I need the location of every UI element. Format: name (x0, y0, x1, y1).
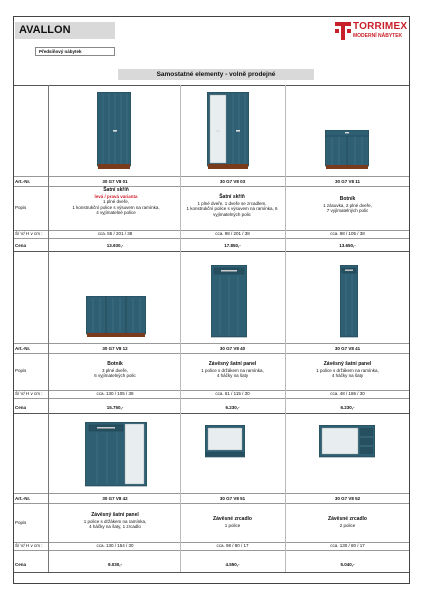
item-price: 5.040,- (340, 562, 355, 567)
label-art: Art.-Nr. (15, 496, 31, 501)
item-description (295, 517, 400, 528)
rule (14, 238, 409, 239)
wall-mirror-1shelf-image (205, 425, 245, 459)
item-size: cca. 98 / 80 / 17 (216, 543, 249, 548)
item-size: cca. 61 / 115 / 30 (215, 391, 250, 396)
label-price: Cena (15, 405, 27, 410)
label-size: Š/ V/ H v cm : (15, 543, 43, 548)
item-desc: 1 police s držákem na ramínka, 4 háčky na šaty (201, 367, 264, 378)
logo-mark-icon (335, 20, 351, 42)
item-price: 6.230,- (225, 405, 240, 410)
brand-title: AVALLON (15, 22, 115, 39)
item-price: 6.230,- (340, 405, 355, 410)
rule (14, 550, 409, 551)
rule (14, 176, 409, 177)
rule (14, 572, 409, 573)
label-popis: Popis (15, 205, 27, 210)
torrimex-logo (335, 20, 410, 44)
item-name: Závěsné zrcadlo (213, 516, 252, 522)
item-description (180, 362, 285, 379)
rule (14, 353, 409, 354)
item-name: Botník (339, 196, 356, 202)
label-price: Cena (15, 243, 27, 248)
item-name: Závěsný šatní panel (323, 361, 372, 367)
item-size: cca. 98 / 201 / 38 (215, 231, 250, 236)
item-size: cca. 130 / 80 / 17 (330, 543, 365, 548)
rule (14, 413, 409, 414)
wall-panel-wide-image (211, 265, 247, 339)
item-description (172, 195, 292, 217)
label-popis: Popis (15, 520, 27, 525)
item-art-number: 30 G7 V8 51 (219, 496, 246, 501)
item-price: 17.850,- (224, 243, 241, 248)
item-desc: 1 police s držákem na ramínka, 4 háčky na šaty (316, 367, 379, 378)
shoe-cabinet-3door-image (86, 296, 146, 338)
label-art: Art.-Nr. (15, 346, 31, 351)
item-price: 13.930,- (106, 243, 124, 248)
item-name: Botník (107, 361, 123, 367)
wall-mirror-2shelf-image (319, 425, 375, 459)
item-art-number: 30 G7 V8 12 (102, 346, 128, 351)
rule (14, 503, 409, 504)
item-size: cca. 48 / 186 / 30 (330, 391, 365, 396)
item-art-number: 30 G7 V8 41 (334, 346, 361, 351)
rule (14, 343, 409, 344)
item-desc: 1 zásuvka, 2 plné dveře, 7 vyjímatelných polic (323, 202, 372, 213)
wall-panel-narrow-image (340, 265, 358, 339)
item-description (58, 188, 174, 216)
item-size: cca. 98 / 105 / 38 (330, 231, 365, 236)
column-divider (48, 85, 49, 572)
item-description (295, 197, 400, 214)
shoe-cabinet-2door-image (325, 130, 369, 170)
item-desc: 1 police (224, 522, 241, 528)
item-name: Závěsný šatní panel (208, 361, 257, 367)
item-art-number: 30 G7 V8 52 (334, 496, 361, 501)
label-size: Š/ V/ H v cm : (15, 231, 43, 236)
wardrobe-mirror-image (207, 92, 249, 170)
rule (14, 186, 409, 187)
item-name: Šatní skříň (219, 194, 245, 200)
item-price: 13.650,- (339, 243, 356, 248)
rule (14, 251, 409, 252)
item-desc: 1 police s držákem na ramínka, 4 háčky na šaty, 1 zrcadlo (83, 518, 147, 529)
item-description (60, 362, 170, 379)
rule (14, 398, 409, 399)
label-popis: Popis (15, 368, 27, 373)
item-price: 9.030,- (107, 562, 122, 567)
item-art-number: 30 G7 V8 42 (102, 496, 128, 501)
item-art-number: 30 G7 V8 01 (102, 179, 128, 184)
item-price: 4.550,- (225, 562, 240, 567)
item-description (180, 517, 285, 528)
logo-name: TORRIMEX (353, 21, 408, 32)
item-art-number: 30 G7 V8 40 (219, 346, 246, 351)
rule (14, 493, 409, 494)
item-size: cca. 130 / 154 / 30 (96, 543, 134, 548)
item-name: Šatní skříň (103, 187, 129, 193)
item-name: Závěsný šatní panel (91, 512, 139, 518)
column-divider (285, 85, 286, 572)
wardrobe-1door-image (97, 92, 131, 170)
item-desc: 1 plné dveře, 1 dveře se zrcadlem, 1 konstrukční police s výsuvem na ramínka, 6 vyjímatelných polic (186, 200, 278, 217)
item-description (60, 513, 170, 530)
item-price: 15.750,- (106, 405, 124, 410)
item-size: cca. 55 / 201 / 38 (97, 231, 133, 236)
wall-panel-mirror-image (85, 422, 147, 488)
item-variant: levá / pravá varianta (94, 193, 138, 199)
item-desc: 2 police (339, 522, 356, 528)
label-size: Š/ V/ H v cm : (15, 391, 43, 396)
rule (14, 85, 409, 86)
item-desc: 3 plné dveře, 6 vyjímatelných polic (94, 367, 136, 378)
item-description (295, 362, 400, 379)
item-art-number: 30 G7 V8 03 (219, 179, 246, 184)
item-name: Závěsné zrcadlo (328, 516, 367, 522)
category-subtitle: Předsíňový nábytek (35, 47, 115, 56)
label-price: Cena (15, 562, 27, 567)
logo-tagline: MODERNÍ NÁBYTEK (353, 33, 403, 39)
item-size: cca. 130 / 105 / 38 (96, 391, 134, 396)
section-title: Samostatné elementy - volně prodejné (118, 69, 314, 80)
label-art: Art.-Nr. (15, 179, 31, 184)
item-desc: 1 plné dveře, 1 konstrukční police s výsuvem na ramínka, 4 vyjímatelné police (72, 199, 160, 215)
item-art-number: 30 G7 V8 11 (334, 179, 361, 184)
